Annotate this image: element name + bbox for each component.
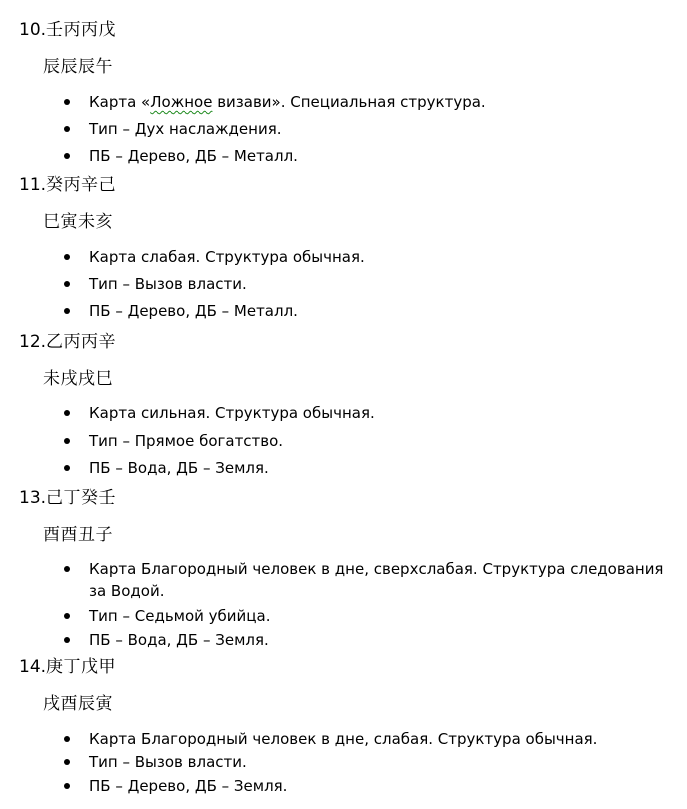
bullet-icon (64, 783, 70, 789)
list-item-text: ПБ – Дерево, ДБ – Металл. (89, 302, 298, 320)
entry-heading (19, 656, 116, 678)
entry-number: 11. (19, 175, 47, 195)
entry-heading (19, 19, 116, 41)
list-item-text: Карта «Ложное визави». Специальная структура. (89, 93, 486, 111)
list-item-text: Тип – Дух наслаждения. (89, 120, 282, 138)
bullet-icon (64, 254, 70, 260)
bullet-icon (64, 465, 70, 471)
earthly-branches: 辰辰辰午 (43, 57, 113, 77)
entry-heading (19, 487, 116, 509)
bullet-icon (64, 308, 70, 314)
list-item-text: ПБ – Вода, ДБ – Земля. (89, 631, 269, 649)
earthly-branches: 戌酉辰寅 (43, 694, 113, 714)
earthly-branches: 酉酉丑子 (43, 525, 113, 545)
heavenly-stems: 庚丁戊甲 (46, 657, 117, 677)
list-item-text: ПБ – Дерево, ДБ – Металл. (89, 147, 298, 165)
entry-number: 14. (19, 657, 47, 677)
heavenly-stems: 壬丙丙戊 (46, 20, 117, 40)
earthly-branches: 巳寅未亥 (43, 212, 113, 232)
list-item-text: Карта Благородный человек в дне, сверхслабая. Структура следования за Водой. (89, 560, 664, 600)
bullet-icon (64, 281, 70, 287)
entry-number: 12. (19, 332, 47, 352)
entry-heading (19, 174, 116, 196)
list-item-text: Тип – Седьмой убийца. (89, 607, 271, 625)
bullet-icon (64, 153, 70, 159)
list-item-text: Карта слабая. Структура обычная. (89, 248, 365, 266)
bullet-icon (64, 736, 70, 742)
bullet-icon (64, 566, 70, 572)
list-item-text: ПБ – Дерево, ДБ – Земля. (89, 777, 288, 795)
bullet-icon (64, 759, 70, 765)
earthly-branches: 未戌戌巳 (43, 369, 113, 389)
heavenly-stems: 癸丙辛己 (46, 175, 117, 195)
bullet-icon (64, 613, 70, 619)
list-item-text: ПБ – Вода, ДБ – Земля. (89, 459, 269, 477)
bullet-icon (64, 637, 70, 643)
bullet-icon (64, 99, 70, 105)
list-item-text: Тип – Вызов власти. (89, 275, 247, 293)
list-item-text: Карта сильная. Структура обычная. (89, 404, 375, 422)
heavenly-stems: 己丁癸壬 (46, 488, 117, 508)
entry-number: 10. (19, 20, 47, 40)
list-item-text: Тип – Прямое богатство. (89, 432, 284, 450)
entry-number: 13. (19, 488, 47, 508)
list-item-text: Карта Благородный человек в дне, слабая. Структура обычная. (89, 730, 598, 748)
heavenly-stems: 乙丙丙辛 (46, 332, 117, 352)
bullet-icon (64, 126, 70, 132)
spellcheck-flagged-word[interactable]: Ложное (150, 93, 213, 111)
entry-heading (19, 331, 116, 353)
bullet-icon (64, 438, 70, 444)
list-item-text: Тип – Вызов власти. (89, 753, 247, 771)
bullet-icon (64, 410, 70, 416)
